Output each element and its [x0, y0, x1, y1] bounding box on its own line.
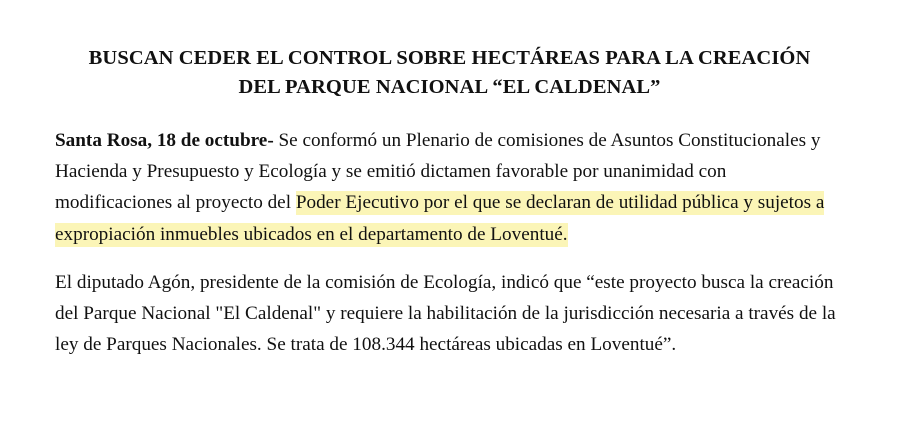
paragraph-plenario: [55, 125, 844, 249]
paragraph-diputado-agon: [55, 267, 844, 360]
paragraph-diputado-agon-text: El diputado Agón, presidente de la comisión de Ecología, indicó que “este proyecto busca la creación del Parque Nacional "El Caldenal" y requiere la habilitación de la jurisdicción necesaria a través de la ley de Parques Nacionales. Se trata de 108.344 hectáreas ubicadas en Loventué”.: [55, 271, 836, 355]
page-title-line-2: DEL PARQUE NACIONAL “EL CALDENAL”: [238, 76, 661, 99]
page-title: [71, 44, 828, 102]
dateline-lead: Santa Rosa, 18 de octubre-: [55, 130, 274, 152]
paragraph-plenario-text: Se conformó un Plenario de comisiones de Asuntos Constitucionales y Hacienda y Presupuesto y Ecología y se emitió dictamen favorable por unanimidad con modificaciones al proyecto del: [55, 130, 821, 214]
highlighted-passage: Poder Ejecutivo por el que se declaran de utilidad pública y sujetos a expropiación inmuebles ubicados en el departamento de Loventué.: [55, 192, 825, 245]
page-title-line-1: BUSCAN CEDER EL CONTROL SOBRE HECTÁREAS PARA LA CREACIÓN: [88, 47, 811, 69]
document-body: [55, 125, 844, 360]
